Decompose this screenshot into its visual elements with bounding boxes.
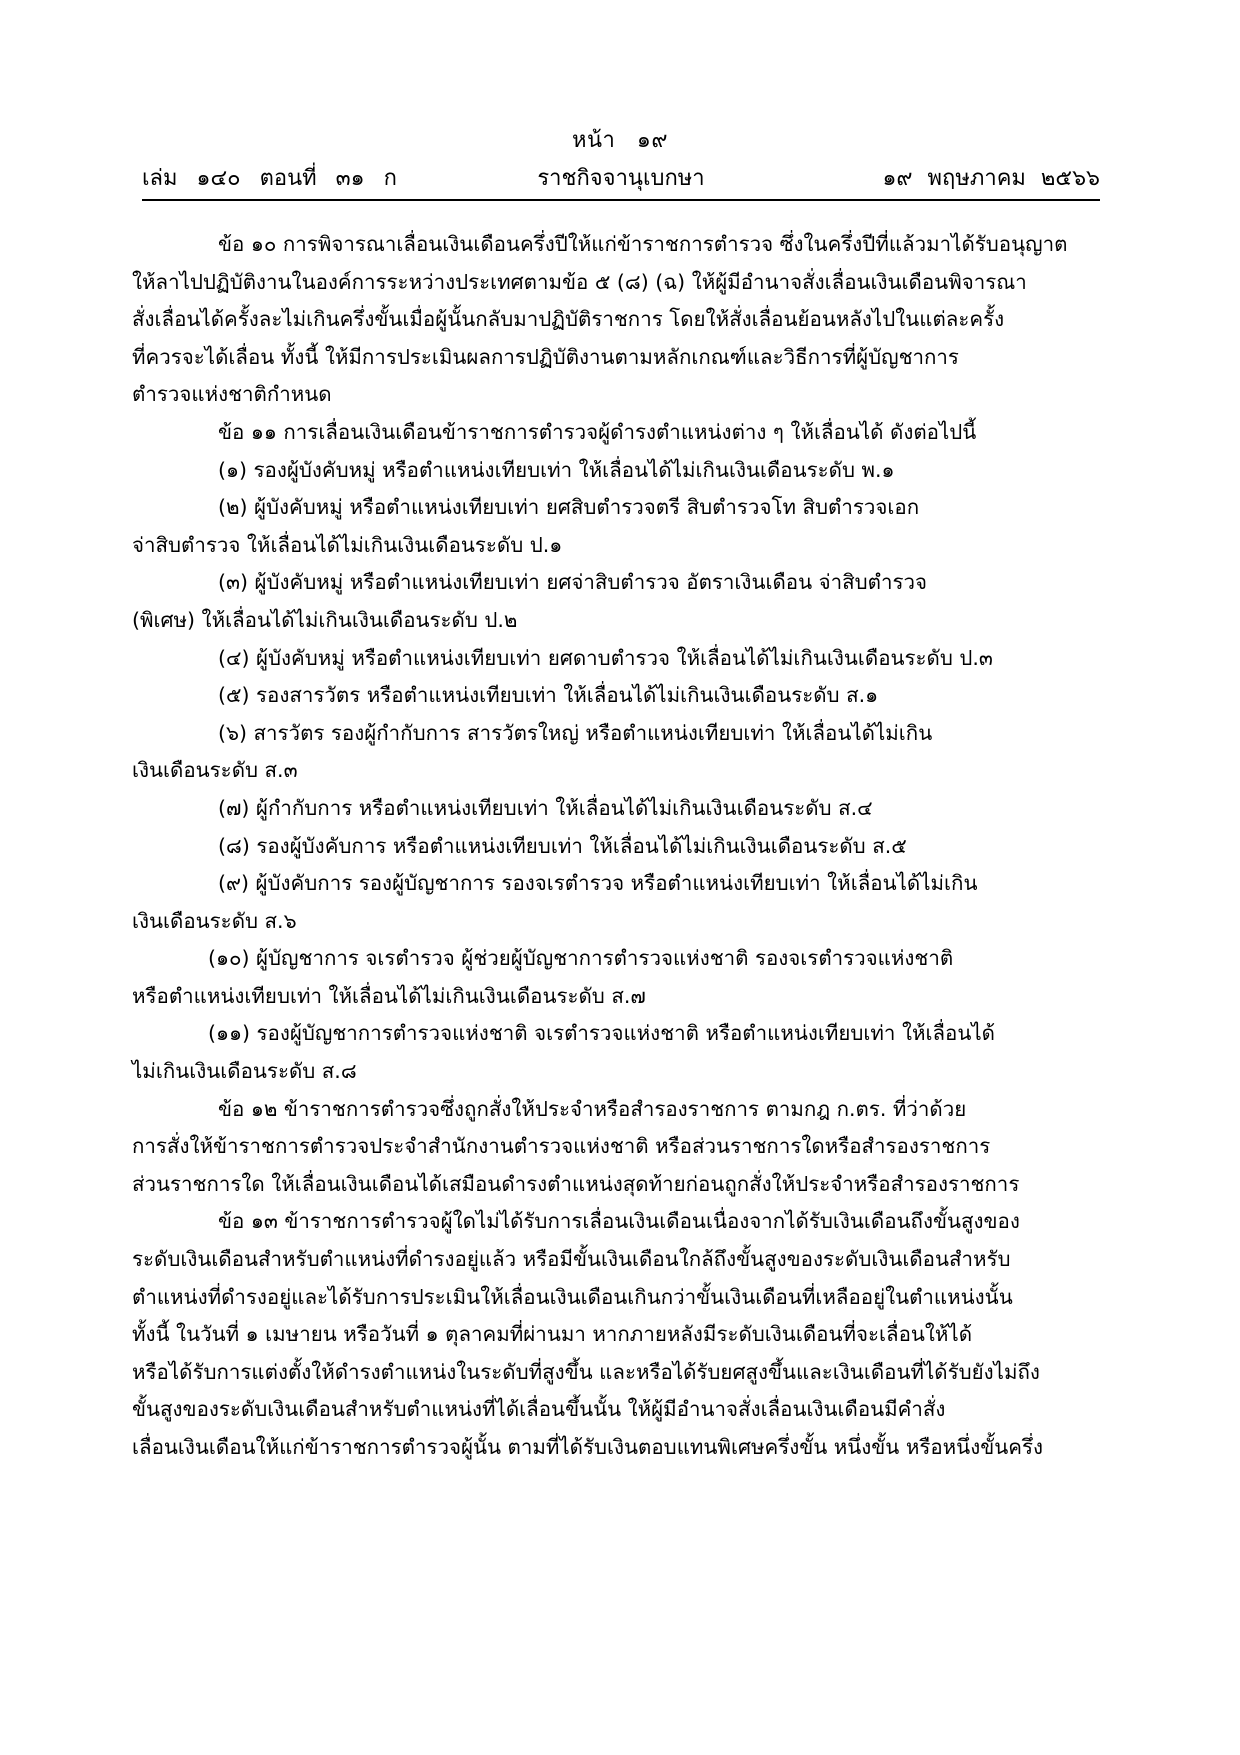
- text-line: (๗) ผู้กำกับการ หรือตำแหน่งเทียบเท่า ให้เลื่อนได้ไม่เกินเงินเดือนระดับ ส.๔: [218, 795, 873, 820]
- clause-11-item-11: [132, 1015, 1100, 1090]
- text-line: ให้ลาไปปฏิบัติงานในองค์การระหว่างประเทศตามข้อ ๕ (๘) (ฉ) ให้ผู้มีอำนาจสั่งเลื่อนเงินเดือนพิจารณา: [132, 269, 1027, 294]
- clause-11-item-10: [132, 940, 1100, 1015]
- clause-11-item-9: [132, 865, 1100, 940]
- text-line: ที่ควรจะได้เลื่อน ทั้งนี้ ให้มีการประเมินผลการปฏิบัติงานตามหลักเกณฑ์และวิธีการที่ผู้บัญชาการ: [132, 344, 959, 369]
- text-line: เลื่อนเงินเดือนให้แก่ข้าราชการตำรวจผู้นั้น ตามที่ได้รับเงินตอบแทนพิเศษครึ่งขั้น หนึ่งขั้น หรือหนึ่งขั้นครึ่ง: [132, 1435, 1043, 1459]
- clause-11-item-2: [132, 489, 1100, 564]
- text-line: (๑) รองผู้บังคับหมู่ หรือตำแหน่งเทียบเท่า ให้เลื่อนได้ไม่เกินเงินเดือนระดับ พ.๑: [218, 457, 895, 482]
- text-line: (๔) ผู้บังคับหมู่ หรือตำแหน่งเทียบเท่า ยศดาบตำรวจ ให้เลื่อนได้ไม่เกินเงินเดือนระดับ ป.๓: [218, 645, 993, 670]
- volume-number: ๑๔๐: [196, 166, 241, 191]
- header-divider: [142, 199, 1100, 201]
- clause-11-item-1: [132, 452, 1100, 490]
- text-line: หรือได้รับการแต่งตั้งให้ดำรงตำแหน่งในระดับที่สูงขึ้น และหรือได้รับยศสูงขึ้นและเงินเดือนที่ได้รับยังไม่ถึง: [132, 1359, 1040, 1384]
- text-line: (๓) ผู้บังคับหมู่ หรือตำแหน่งเทียบเท่า ยศจ่าสิบตำรวจ อัตราเงินเดือน จ่าสิบตำรวจ: [218, 570, 928, 595]
- text-line: ขั้นสูงของระดับเงินเดือนสำหรับตำแหน่งที่ได้เลื่อนขึ้นนั้น ให้ผู้มีอำนาจสั่งเลื่อนเงินเดือนมีคำสั่ง: [132, 1397, 946, 1422]
- clause-11-item-5: [132, 677, 1100, 715]
- text-line: หรือตำแหน่งเทียบเท่า ให้เลื่อนได้ไม่เกินเงินเดือนระดับ ส.๗: [132, 983, 646, 1008]
- text-line: (๕) รองสารวัตร หรือตำแหน่งเทียบเท่า ให้เลื่อนได้ไม่เกินเงินเดือนระดับ ส.๑: [218, 683, 879, 708]
- text-line: (๑๑) รองผู้บัญชาการตำรวจแห่งชาติ จเรตำรวจแห่งชาติ หรือตำแหน่งเทียบเท่า ให้เลื่อนได้: [208, 1021, 995, 1046]
- page-number-value: ๑๙: [636, 128, 668, 153]
- document-body: [132, 226, 1100, 1467]
- page-number: [0, 122, 1240, 157]
- text-line: ตำรวจแห่งชาติกำหนด: [132, 382, 332, 407]
- text-line: (๒) ผู้บังคับหมู่ หรือตำแหน่งเทียบเท่า ยศสิบตำรวจตรี สิบตำรวจโท สิบตำรวจเอก: [218, 495, 920, 520]
- clause-11-item-6: [132, 715, 1100, 790]
- text-line: เงินเดือนระดับ ส.๓: [132, 758, 298, 783]
- publication-title: ราชกิจจานุเบกษา: [537, 166, 705, 191]
- text-line: (๙) ผู้บังคับการ รองผู้บัญชาการ รองจเรตำรวจ หรือตำแหน่งเทียบเท่า ให้เลื่อนได้ไม่เกิน: [218, 871, 978, 896]
- text-line: ส่วนราชการใด ให้เลื่อนเงินเดือนได้เสมือนดำรงตำแหน่งสุดท้ายก่อนถูกสั่งให้ประจำหรือสำรองราชการ: [132, 1171, 1020, 1196]
- issue-label: ตอนที่: [259, 166, 317, 191]
- clause-11-item-7: [132, 790, 1100, 828]
- text-line: สั่งเลื่อนได้ครั้งละไม่เกินครึ่งขั้นเมื่อผู้นั้นกลับมาปฏิบัติราชการ โดยให้สั่งเลื่อนย้อนหลังไปในแต่ละครั้ง: [132, 307, 1005, 332]
- text-line: ข้อ ๑๒ ข้าราชการตำรวจซึ่งถูกสั่งให้ประจำหรือสำรองราชการ ตามกฎ ก.ตร. ที่ว่าด้วย: [218, 1096, 967, 1121]
- clause-11-item-8: [132, 828, 1100, 866]
- gazette-header: [142, 160, 1100, 194]
- issue-section: ก: [383, 166, 397, 191]
- issue-number: ๓๑: [335, 166, 365, 191]
- text-line: ข้อ ๑๑ การเลื่อนเงินเดือนข้าราชการตำรวจผู้ดำรงตำแหน่งต่าง ๆ ให้เลื่อนได้ ดังต่อไปนี้: [218, 419, 977, 444]
- text-line: (๑๐) ผู้บัญชาการ จเรตำรวจ ผู้ช่วยผู้บัญชาการตำรวจแห่งชาติ รองจเรตำรวจแห่งชาติ: [208, 946, 954, 971]
- clause-10: [132, 226, 1100, 414]
- text-line: ระดับเงินเดือนสำหรับตำแหน่งที่ดำรงอยู่แล้ว หรือมีขั้นเงินเดือนใกล้ถึงขั้นสูงของระดับเงินเดือนสำหรับ: [132, 1247, 1011, 1272]
- clause-11-item-4: [132, 640, 1100, 678]
- page-number-label: หน้า: [572, 128, 616, 153]
- clause-12: [132, 1091, 1100, 1204]
- text-line: ตำแหน่งที่ดำรงอยู่และได้รับการประเมินให้เลื่อนเงินเดือนเกินกว่าขั้นเงินเดือนที่เหลืออยู่ในตำแหน่งนั้น: [132, 1284, 1013, 1309]
- clause-11: [132, 414, 1100, 452]
- text-line: ทั้งนี้ ในวันที่ ๑ เมษายน หรือวันที่ ๑ ตุลาคมที่ผ่านมา หากภายหลังมีระดับเงินเดือนที่จะเลื่อนให้ได้: [132, 1322, 973, 1347]
- clause-11-item-3: [132, 564, 1100, 639]
- text-line: จ่าสิบตำรวจ ให้เลื่อนได้ไม่เกินเงินเดือนระดับ ป.๑: [132, 532, 563, 557]
- text-line: (๘) รองผู้บังคับการ หรือตำแหน่งเทียบเท่า ให้เลื่อนได้ไม่เกินเงินเดือนระดับ ส.๕: [218, 833, 907, 858]
- text-line: (๖) สารวัตร รองผู้กำกับการ สารวัตรใหญ่ หรือตำแหน่งเทียบเท่า ให้เลื่อนได้ไม่เกิน: [218, 720, 933, 745]
- clause-13: [132, 1203, 1100, 1466]
- publication-date: ๑๙ พฤษภาคม ๒๕๖๖: [882, 166, 1100, 191]
- text-line: ข้อ ๑๐ การพิจารณาเลื่อนเงินเดือนครึ่งปีให้แก่ข้าราชการตำรวจ ซึ่งในครึ่งปีที่แล้วมาได้รับอนุญาต: [218, 232, 1068, 256]
- volume-label: เล่ม: [142, 166, 178, 191]
- text-line: การสั่งให้ข้าราชการตำรวจประจำสำนักงานตำรวจแห่งชาติ หรือส่วนราชการใดหรือสำรองราชการ: [132, 1134, 991, 1159]
- text-line: ข้อ ๑๓ ข้าราชการตำรวจผู้ใดไม่ได้รับการเลื่อนเงินเดือนเนื่องจากได้รับเงินเดือนถึงขั้นสูงของ: [218, 1209, 1020, 1234]
- text-line: (พิเศษ) ให้เลื่อนได้ไม่เกินเงินเดือนระดับ ป.๒: [132, 607, 518, 632]
- text-line: เงินเดือนระดับ ส.๖: [132, 908, 297, 933]
- text-line: ไม่เกินเงินเดือนระดับ ส.๘: [132, 1059, 357, 1084]
